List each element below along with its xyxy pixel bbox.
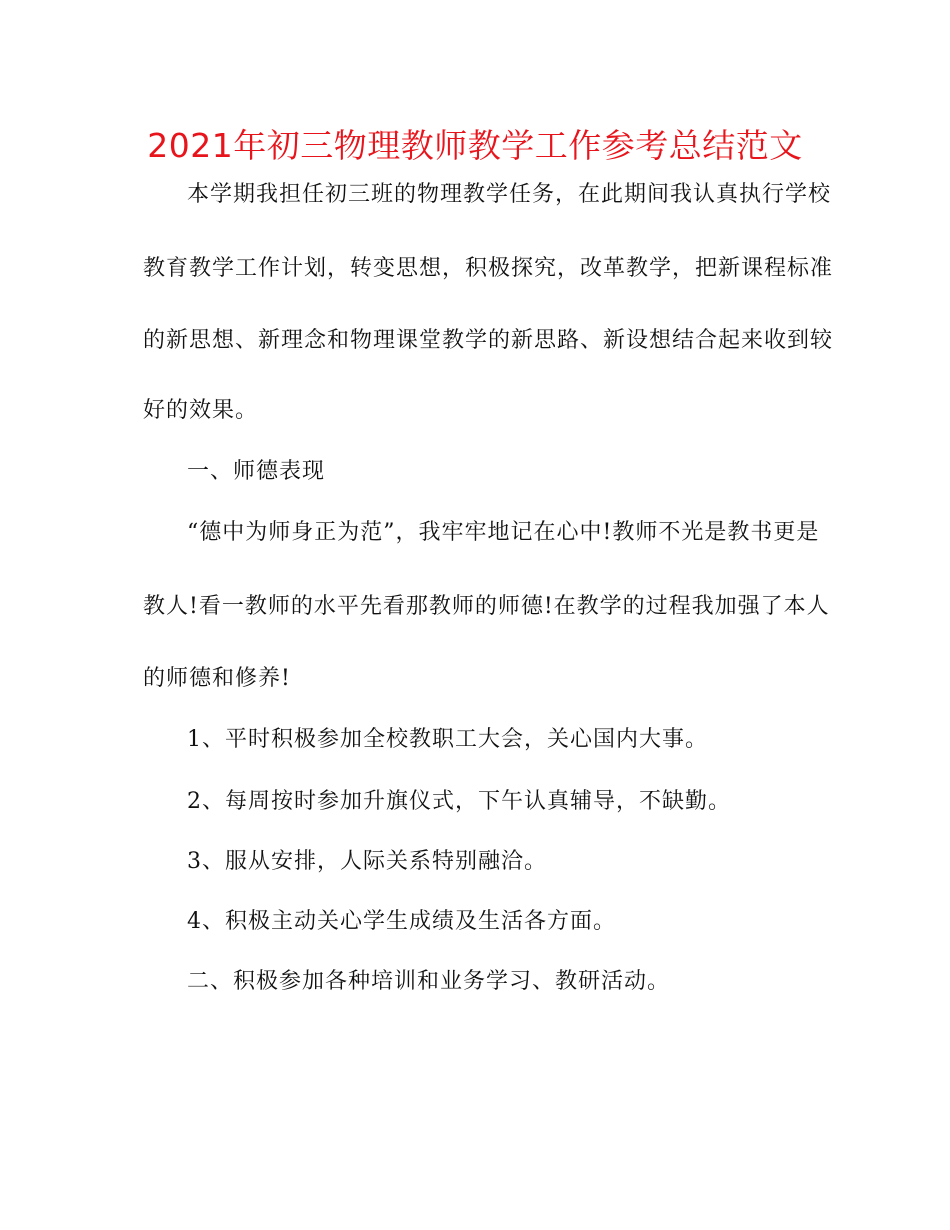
paragraph-2-line-1: “德中为师身正为范”，我牢牢地记在心中!教师不光是教书更是 (187, 520, 820, 545)
section-heading-2: 二、积极参加各种培训和业务学习、教研活动。 (187, 969, 671, 994)
paragraph-1-line-2: 教育教学工作计划，转变思想，积极探究，改革教学，把新课程标准 (143, 256, 834, 281)
list-item-4: 4、积极主动关心学生成绩及生活各方面。 (187, 909, 616, 934)
list-item-2: 2、每周按时参加升旗仪式，下午认真辅导，不缺勤。 (187, 789, 731, 814)
list-item-3: 3、服从安排，人际关系特别融洽。 (187, 849, 547, 874)
list-item-1: 1、平时积极参加全校教职工大会，关心国内大事。 (187, 727, 708, 752)
paragraph-1-line-1: 本学期我担任初三班的物理教学任务，在此期间我认真执行学校 (187, 182, 832, 207)
paragraph-1-line-3: 的新思想、新理念和物理课堂教学的新思路、新设想结合起来收到较 (143, 328, 834, 353)
document-title: 2021年初三物理教师教学工作参考总结范文 (147, 126, 803, 165)
section-heading-1: 一、师德表现 (187, 459, 326, 484)
paragraph-1-line-4: 好的效果。 (143, 398, 259, 423)
paragraph-2-line-2: 教人!看一教师的水平先看那教师的师德!在教学的过程我加强了本人 (143, 594, 830, 619)
paragraph-2-line-3: 的师德和修养! (143, 666, 291, 691)
